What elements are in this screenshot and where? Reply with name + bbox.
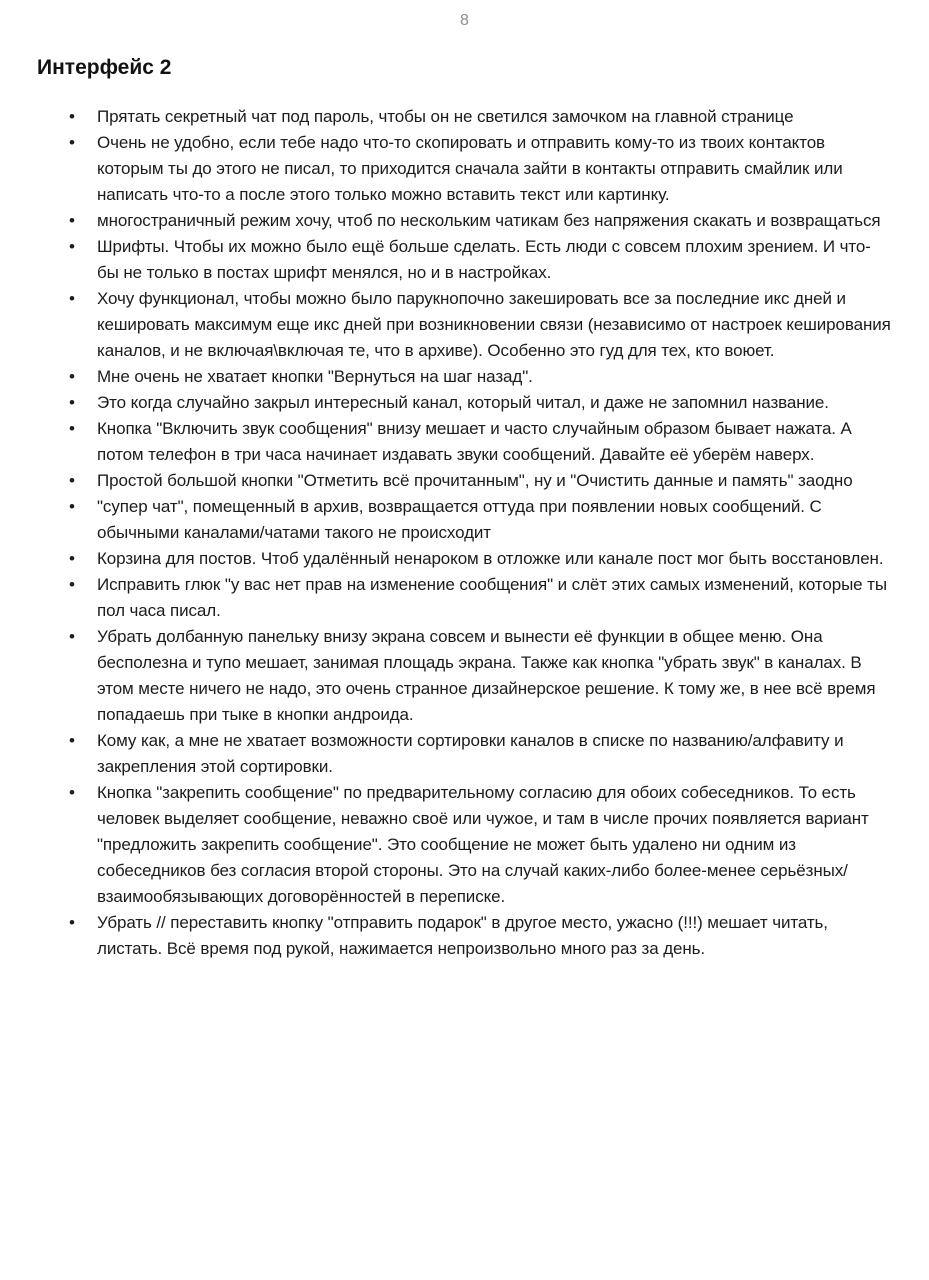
list-item: • Мне очень не хватает кнопки "Вернуться на шаг назад". [97,364,892,390]
list-item: • многостраничный режим хочу, чтоб по нескольким чатикам без напряжения скакать и возвращаться [97,208,892,234]
page-title: Интерфейс 2 [37,56,172,79]
list-item: • Хочу функционал, чтобы можно было парукнопочно закешировать все за последние икс дней и кешировать максимум еще икс дней при возникновении связи (независимо от настроек кеширования каналов, и не включая\включая те, что в архиве). Особенно это гуд для тех, кто воюет. [97,286,892,364]
list-item: • Кнопка "закрепить сообщение" по предварительному согласию для обоих собеседников. То есть человек выделяет сообщение, неважно своё или чужое, и там в числе прочих появляется вариант "предложить закрепить сообщение". Это сообщение не может быть удалено ни одним из собеседников без согласия второй стороны. Это на случай каких-либо более-менее серьёзных/взаимообязывающих договорённостей в переписке. [97,780,892,910]
list-item: • "супер чат", помещенный в архив, возвращается оттуда при появлении новых сообщений. С обычными каналами/чатами такого не происходит [97,494,892,546]
list-item: • Простой большой кнопки "Отметить всё прочитанным", ну и "Очистить данные и память" заодно [97,468,892,494]
list-item: • Это когда случайно закрыл интересный канал, который читал, и даже не запомнил название. [97,390,892,416]
list-item: • Убрать // переставить кнопку "отправить подарок" в другое место, ужасно (!!!) мешает читать, листать. Всё время под рукой, нажимается непроизвольно много раз за день. [97,910,892,962]
list-item: • Убрать долбанную панельку внизу экрана совсем и вынести её функции в общее меню. Она бесполезна и тупо мешает, занимая площадь экрана. Также как кнопка "убрать звук" в каналах. В этом месте ничего не надо, это очень странное дизайнерское решение. К тому же, в нее всё время попадаешь при тыке в кнопки андроида. [97,624,892,728]
list-item: • Корзина для постов. Чтоб удалённый ненароком в отложке или канале пост мог быть восстановлен. [97,546,892,572]
list-item: • Исправить глюк "у вас нет прав на изменение сообщения" и слёт этих самых изменений, которые ты пол часа писал. [97,572,892,624]
list-item: • Очень не удобно, если тебе надо что-то скопировать и отправить кому-то из твоих контактов которым ты до этого не писал, то приходится сначала зайти в контакты отправить смайлик или написать что-то а после этого только можно вставить текст или картинку. [97,130,892,208]
list-item: • Кому как, а мне не хватает возможности сортировки каналов в списке по названию/алфавиту и закрепления этой сортировки. [97,728,892,780]
list-item: • Шрифты. Чтобы их можно было ещё больше сделать. Есть люди с совсем плохим зрением. И что-бы не только в постах шрифт менялся, но и в настройках. [97,234,892,286]
feedback-list [0,104,892,962]
list-item: • Кнопка "Включить звук сообщения" внизу мешает и часто случайным образом бывает нажата. А потом телефон в три часа начинает издавать звуки сообщений. Давайте её уберём наверх. [97,416,892,468]
page-number: 8 [460,12,469,29]
list-item: • Прятать секретный чат под пароль, чтобы он не светился замочком на главной странице [97,104,892,130]
